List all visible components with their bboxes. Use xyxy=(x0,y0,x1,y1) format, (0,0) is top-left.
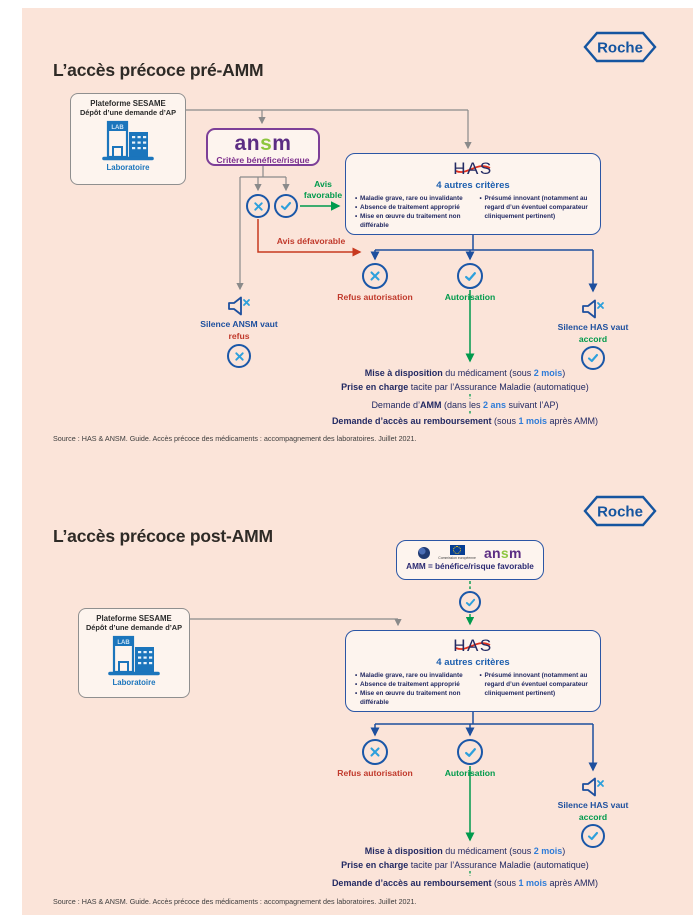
outcome-line-dispo: Mise à disposition du médicament (sous 2 mois) xyxy=(364,846,566,856)
amm-box xyxy=(396,540,544,580)
refus-cross-circle-icon xyxy=(362,739,388,765)
eu-flag-icon xyxy=(450,545,465,555)
outcome-line-prise-en-charge: Prise en charge tacite par l’Assurance Maladie (automatique) xyxy=(341,382,589,392)
autorisation-label: Autorisation xyxy=(444,768,496,778)
outcome-line-prise-en-charge: Prise en charge tacite par l’Assurance Maladie (automatique) xyxy=(341,860,589,870)
svg-text:Roche: Roche xyxy=(597,503,643,521)
outcome-line-remboursement: Demande d’accès au remboursement (sous 1 mois après AMM) xyxy=(331,416,599,426)
lab-label: LAB xyxy=(117,640,130,646)
silence-ansm-result: refus xyxy=(228,331,250,341)
outcome-line-remboursement: Demande d’accès au remboursement (sous 1 mois après AMM) xyxy=(331,878,599,888)
roche-logo xyxy=(583,495,657,527)
sesame-box-pre xyxy=(70,93,186,185)
criterion-item: • Mise en œuvre du traitement non différable xyxy=(355,689,475,707)
criterion-item: • Présumé innovant (notamment au regard d’un éventuel comparateur cliniquement pertinent) xyxy=(479,671,596,698)
svg-text:HAS: HAS xyxy=(453,636,493,655)
silence-ansm-cross-circle-icon xyxy=(227,344,251,368)
sesame-title: Plateforme SESAME xyxy=(96,614,172,623)
muted-speaker-icon xyxy=(580,776,606,798)
sesame-subtitle: Dépôt d’une demande d’AP xyxy=(79,108,177,117)
sesame-title: Plateforme SESAME xyxy=(90,99,166,108)
silence-has-result: accord xyxy=(578,812,608,822)
amm-check-circle-icon xyxy=(459,591,481,613)
ema-logo-icon xyxy=(418,547,430,559)
outcome-line-dispo: Mise à disposition du médicament (sous 2 mois) xyxy=(364,368,566,378)
muted-speaker-icon xyxy=(580,298,606,320)
post-amm-title: L’accès précoce post-AMM xyxy=(53,526,273,546)
has-criteria-list xyxy=(346,191,600,230)
criterion-item: • Présumé innovant (notamment au regard d’un éventuel comparateur cliniquement pertinent) xyxy=(479,194,596,221)
outcome-line-demande-amm: Demande d’AMM (dans les 2 ans suivant l’AP) xyxy=(371,400,559,410)
silence-has-result: accord xyxy=(578,334,608,344)
sesame-caption: Laboratoire xyxy=(112,678,156,687)
criterion-item: • Maladie grave, rare ou invalidante xyxy=(355,671,475,680)
commission-europeenne-logo xyxy=(438,545,476,560)
eu-label: Commission européenne xyxy=(438,556,476,560)
autorisation-label: Autorisation xyxy=(444,292,496,302)
ansm-logo: ansm xyxy=(483,544,522,561)
silence-has-label: Silence HAS vaut xyxy=(557,800,629,810)
check-circle-icon xyxy=(274,194,298,218)
avis-defavorable-label: Avis défavorable xyxy=(276,236,346,246)
silence-has-label: Silence HAS vaut xyxy=(557,322,629,332)
muted-speaker-icon xyxy=(226,295,252,317)
has-box-post xyxy=(345,630,601,712)
sesame-subtitle: Dépôt d’une demande d’AP xyxy=(85,623,183,632)
refus-autorisation-label: Refus autorisation xyxy=(337,292,413,302)
pre-amm-title: L’accès précoce pré-AMM xyxy=(53,60,264,80)
silence-has-check-circle-icon xyxy=(581,824,605,848)
has-criteria-title: 4 autres critères xyxy=(436,657,510,668)
laboratory-building-icon xyxy=(106,634,162,678)
laboratory-building-icon xyxy=(100,119,156,163)
has-box-pre xyxy=(345,153,601,235)
criterion-item: • Mise en œuvre du traitement non différable xyxy=(355,212,475,230)
amm-caption: AMM = bénéfice/risque favorable xyxy=(406,562,534,571)
avis-favorable-label: Avis favorable xyxy=(303,179,343,200)
refus-autorisation-label: Refus autorisation xyxy=(337,768,413,778)
roche-logo xyxy=(583,31,657,63)
source-note-post: Source : HAS & ANSM. Guide. Accès précoce des médicaments : accompagnement des laboratoires. Juillet 2021. xyxy=(53,897,417,906)
autorisation-check-circle-icon xyxy=(457,739,483,765)
sesame-caption: Laboratoire xyxy=(106,163,150,172)
criterion-item: • Absence de traitement approprié xyxy=(355,680,475,689)
has-logo xyxy=(449,634,497,656)
criterion-item: • Maladie grave, rare ou invalidante xyxy=(355,194,475,203)
autorisation-check-circle-icon xyxy=(457,263,483,289)
silence-ansm-label: Silence ANSM vaut xyxy=(200,319,278,329)
criterion-item: • Absence de traitement approprié xyxy=(355,203,475,212)
has-logo xyxy=(449,157,497,179)
ansm-criterion: Critère bénéfice/risque xyxy=(216,155,310,165)
silence-has-check-circle-icon xyxy=(581,346,605,370)
ansm-logo: ansm xyxy=(234,132,292,155)
has-criteria-list xyxy=(346,668,600,707)
lab-label: LAB xyxy=(111,125,124,131)
svg-text:HAS: HAS xyxy=(453,159,493,178)
source-note-pre: Source : HAS & ANSM. Guide. Accès précoce des médicaments : accompagnement des laboratoires. Juillet 2021. xyxy=(53,434,417,443)
has-criteria-title: 4 autres critères xyxy=(436,180,510,191)
sesame-box-post xyxy=(78,608,190,698)
svg-text:Roche: Roche xyxy=(597,39,643,57)
amm-logos xyxy=(397,545,543,560)
cross-circle-icon xyxy=(246,194,270,218)
refus-cross-circle-icon xyxy=(362,263,388,289)
ansm-box xyxy=(206,128,320,166)
